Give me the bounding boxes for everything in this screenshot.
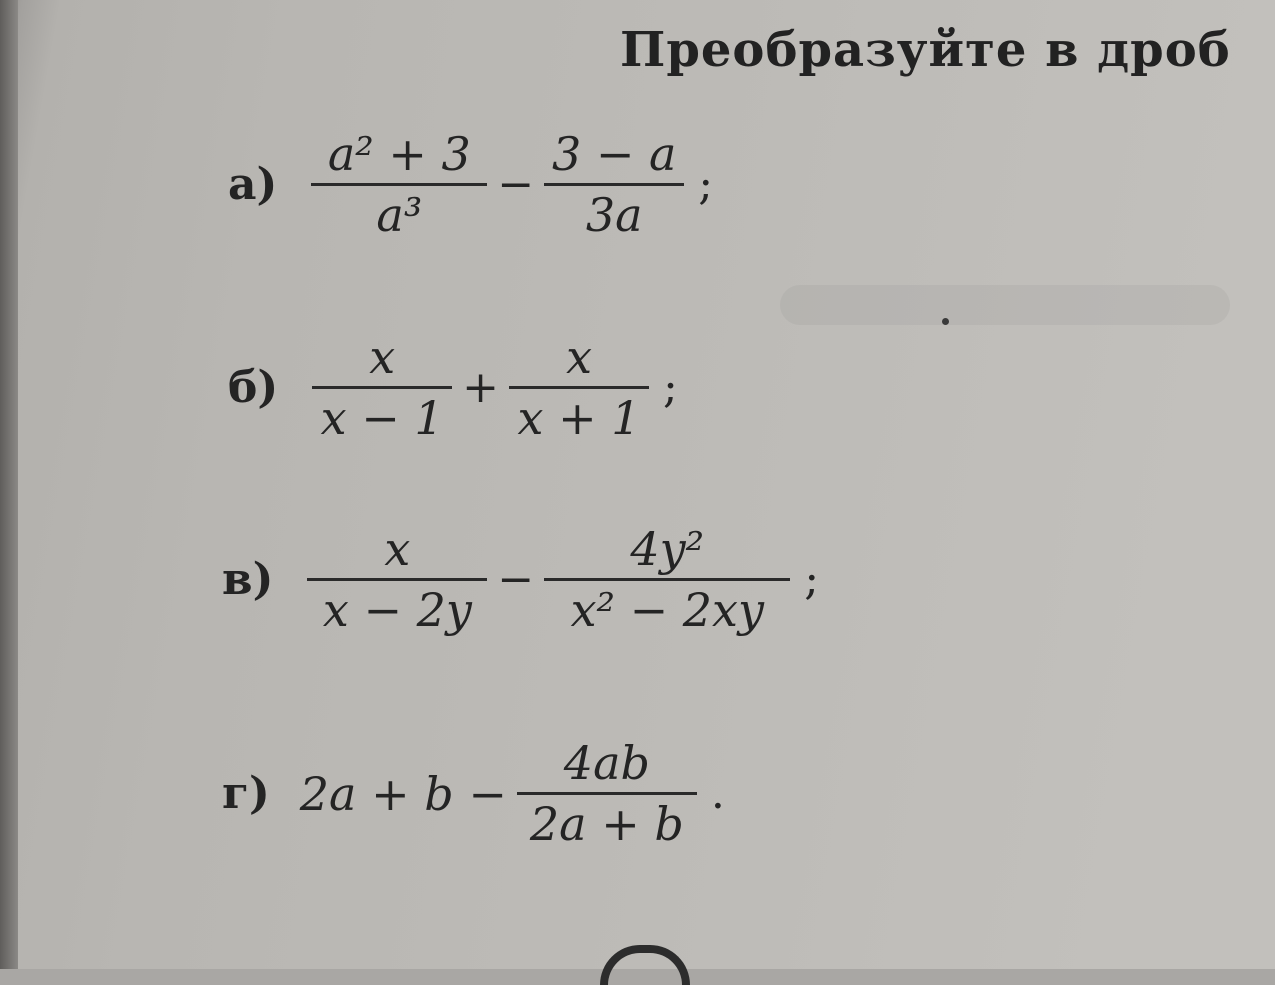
terminator: ; bbox=[804, 554, 820, 605]
ink-dot bbox=[942, 318, 949, 325]
bleed-through-smudge bbox=[780, 285, 1230, 325]
numerator: x bbox=[369, 330, 396, 384]
item-label: г) bbox=[222, 768, 270, 819]
operator: − bbox=[497, 554, 535, 605]
numerator: 4ab bbox=[563, 736, 650, 790]
fraction bbox=[311, 125, 487, 244]
exercise-item-a bbox=[228, 125, 713, 244]
fraction bbox=[509, 328, 649, 447]
leading-expression: 2a + b − bbox=[299, 766, 507, 821]
numerator: a² + 3 bbox=[327, 127, 471, 181]
denominator: 2a + b bbox=[529, 797, 684, 851]
terminator: . bbox=[710, 768, 725, 819]
fraction bbox=[312, 328, 452, 447]
numerator: x bbox=[384, 522, 411, 576]
numerator: 4y² bbox=[630, 522, 705, 576]
denominator: x − 2y bbox=[322, 583, 472, 637]
exercise-heading: Преобразуйте в дроб bbox=[620, 22, 1231, 78]
fraction bbox=[544, 520, 790, 639]
item-label: б) bbox=[228, 362, 279, 413]
terminator: ; bbox=[698, 159, 714, 210]
denominator: x² − 2xy bbox=[570, 583, 764, 637]
denominator: a³ bbox=[376, 188, 423, 242]
item-label: а) bbox=[228, 159, 278, 210]
fraction bbox=[307, 520, 487, 639]
denominator: x − 1 bbox=[320, 391, 444, 445]
fraction bbox=[544, 125, 684, 244]
terminator: ; bbox=[663, 362, 678, 413]
operator: − bbox=[497, 159, 535, 210]
item-label: в) bbox=[222, 554, 274, 605]
exercise-item-b bbox=[228, 328, 678, 447]
fraction bbox=[517, 734, 697, 853]
page-edge-shadow bbox=[0, 0, 18, 969]
numerator: 3 − a bbox=[551, 127, 677, 181]
exercise-item-v bbox=[222, 520, 819, 639]
numerator: x bbox=[566, 330, 593, 384]
denominator: x + 1 bbox=[517, 391, 641, 445]
bottom-cut-glyph bbox=[600, 945, 690, 985]
exercise-item-g bbox=[222, 734, 725, 853]
operator: + bbox=[462, 362, 500, 413]
denominator: 3a bbox=[585, 188, 643, 242]
